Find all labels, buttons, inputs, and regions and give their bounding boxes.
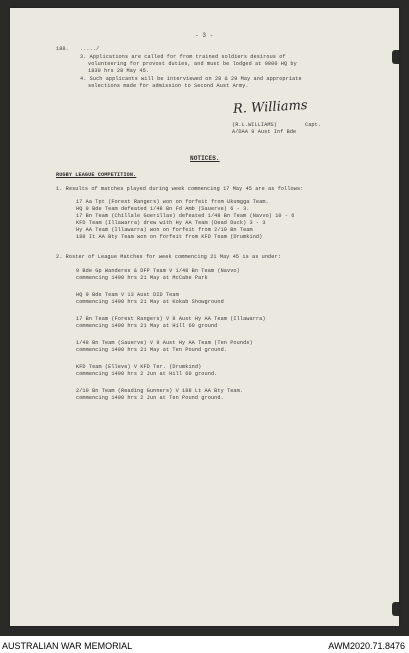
paragraph-3-line: 3. Applications are called for from trained soldiers desirous of <box>80 54 286 60</box>
section-title: NOTICES. <box>190 155 220 162</box>
handwritten-signature: R. Williams <box>232 98 308 117</box>
page-number: - 3 - <box>195 32 214 39</box>
accession-number: AWM2020.71.8476 <box>328 641 405 651</box>
result-line: 17 Bn Team (Chillale Guerillas) defeated 1/48 Bn Team (Navvo) 10 - 6 <box>76 213 295 219</box>
signer-unit: A/DAA 9 Aust Inf Bde <box>232 129 297 135</box>
result-line: HQ 9 Bde Team defeated 1/48 Bn Fd Amb (Sauerve) 6 - 3. <box>76 206 250 212</box>
signer-name: (R.L.WILLIAMS) <box>232 122 277 128</box>
paragraph-4-line: selections made for admission to Second Aust Army. <box>88 83 249 89</box>
punch-hole <box>392 602 399 616</box>
result-line: 17 Aa Tpt (Forest Rangers) won on forfeit from Ukumgga Team. <box>76 199 269 205</box>
item-number: 188. <box>56 46 69 52</box>
match-teams: 1/48 Bn Team (Sauerve) V 9 Aust Hy AA Team (Ten Pounds) <box>76 340 253 346</box>
institution-label: AUSTRALIAN WAR MEMORIAL <box>2 641 133 651</box>
match-teams: KFD Team (Elleve) V KFD Ter. (Drumkind) <box>76 364 202 370</box>
subsection-title: RUGBY LEAGUE COMPETITION. <box>56 172 137 178</box>
match-details: commencing 1400 hrs 2 Jun at Ten Pound ground. <box>76 395 224 401</box>
match-details: commencing 1400 hrs 2 Jun at Hill 60 ground. <box>76 371 218 377</box>
match-details: commencing 1400 hrs 21 May at Hill 60 ground <box>76 323 218 329</box>
punch-hole <box>392 50 399 64</box>
paragraph-3-line: 1830 hrs 28 May 45. <box>88 68 150 74</box>
match-teams: 17 Bn Team (Forest Rangers) V 8 Aust Hy AA Team (Illawarra) <box>76 316 266 322</box>
match-teams: 2/10 Bn Team (Reading Gunners) V 188 Lt AA Bty Team. <box>76 388 244 394</box>
match-details: commencing 1400 hrs 21 May at Kokab Showground <box>76 299 224 305</box>
result-line: KFD Team (Illawarra) drew with Hy AA Team (Dead Duck) 3 - 3 <box>76 220 266 226</box>
match-teams: 9 Bde Gp Wanderes & DFP Team V 1/48 Bn Team (Navvo) <box>76 268 240 274</box>
match-details: commencing 1400 hrs 21 May at McCabe Park <box>76 275 208 281</box>
match-details: commencing 1400 hrs 21 May at Ten Pound ground. <box>76 347 228 353</box>
signer-rank: Capt. <box>305 122 322 128</box>
continued-marker: ...../ <box>80 46 100 52</box>
roster-intro: 2. Roster of League Matches for week commencing 21 May 45 is as under: <box>56 254 281 260</box>
paragraph-3-line: volunteering for provost duties, and must be lodged at 0800 HQ by <box>88 61 297 67</box>
result-line: 188 It AA Bty Team won on forfeit from KFD Team (Drumkind) <box>76 234 263 240</box>
result-line: Hy AA Team (Illawarra) won on forfeit from 2/10 Bn Team <box>76 227 253 233</box>
results-intro: 1. Results of matches played during week commencing 17 May 45 are as follows: <box>56 186 304 192</box>
paragraph-4-line: 4. Such applicants will be interviewed on 28 & 29 May and appropriate <box>80 76 302 82</box>
match-teams: HQ 9 Bde Team V 13 Aust DID Team <box>76 292 179 298</box>
